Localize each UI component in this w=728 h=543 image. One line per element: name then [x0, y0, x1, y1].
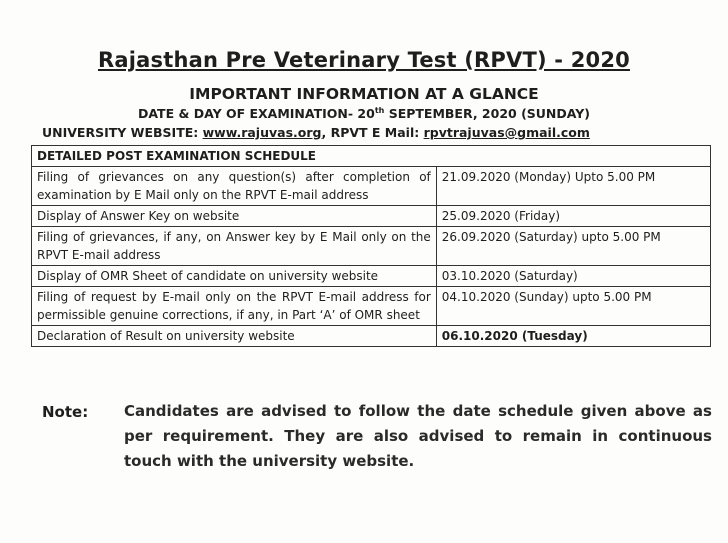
note-text: Candidates are advised to follow the date schedule given above as per requirement. They are also advised to remain in continuous touch with the university website.: [124, 402, 712, 470]
date-cell: 26.09.2020 (Saturday) upto 5.00 PM: [436, 227, 710, 266]
note-label: Note:: [42, 403, 89, 421]
event-cell: Filing of grievances on any question(s) after completion of examination by E Mail only on the RPVT E-mail address: [32, 167, 437, 206]
table-row: [32, 287, 711, 326]
event-cell: Filing of request by E-mail only on the RPVT E-mail address for permissible genuine corrections, if any, in Part ‘A’ of OMR sheet: [32, 287, 437, 326]
event-cell: Declaration of Result on university website: [32, 326, 437, 347]
date-cell: 21.09.2020 (Monday) Upto 5.00 PM: [436, 167, 710, 206]
subtitle: IMPORTANT INFORMATION AT A GLANCE: [189, 85, 539, 103]
table-row: [32, 326, 711, 347]
email-link[interactable]: rpvtrajuvas@gmail.com: [423, 125, 590, 140]
date-cell: 04.10.2020 (Sunday) upto 5.00 PM: [436, 287, 710, 326]
table-row: [32, 227, 711, 266]
event-cell: Filing of grievances, if any, on Answer key by E Mail only on the RPVT E-mail address: [32, 227, 437, 266]
exam-date-suffix: SEPTEMBER, 2020 (SUNDAY): [384, 106, 591, 122]
table-header-row: [32, 146, 711, 167]
table-row: [32, 167, 711, 206]
mail-label: , RPVT E Mail:: [321, 125, 424, 140]
date-cell: 25.09.2020 (Friday): [436, 206, 710, 227]
website-link[interactable]: www.rajuvas.org: [202, 125, 322, 140]
exam-date-prefix: DATE & DAY OF EXAMINATION- 20: [137, 106, 375, 122]
exam-date-sup: th: [374, 106, 385, 115]
table-row: [32, 266, 711, 287]
date-cell: 06.10.2020 (Tuesday): [436, 326, 710, 347]
table-row: [32, 206, 711, 227]
date-cell: 03.10.2020 (Saturday): [436, 266, 710, 287]
website-label: UNIVERSITY WEBSITE:: [42, 125, 203, 140]
schedule-table: [31, 145, 711, 347]
exam-date-line: [0, 106, 728, 121]
document-title: Rajasthan Pre Veterinary Test (RPVT) - 2020: [98, 48, 630, 72]
website-line: [42, 125, 590, 140]
table-header: DETAILED POST EXAMINATION SCHEDULE: [32, 146, 711, 167]
event-cell: Display of Answer Key on website: [32, 206, 437, 227]
event-cell: Display of OMR Sheet of candidate on university website: [32, 266, 437, 287]
